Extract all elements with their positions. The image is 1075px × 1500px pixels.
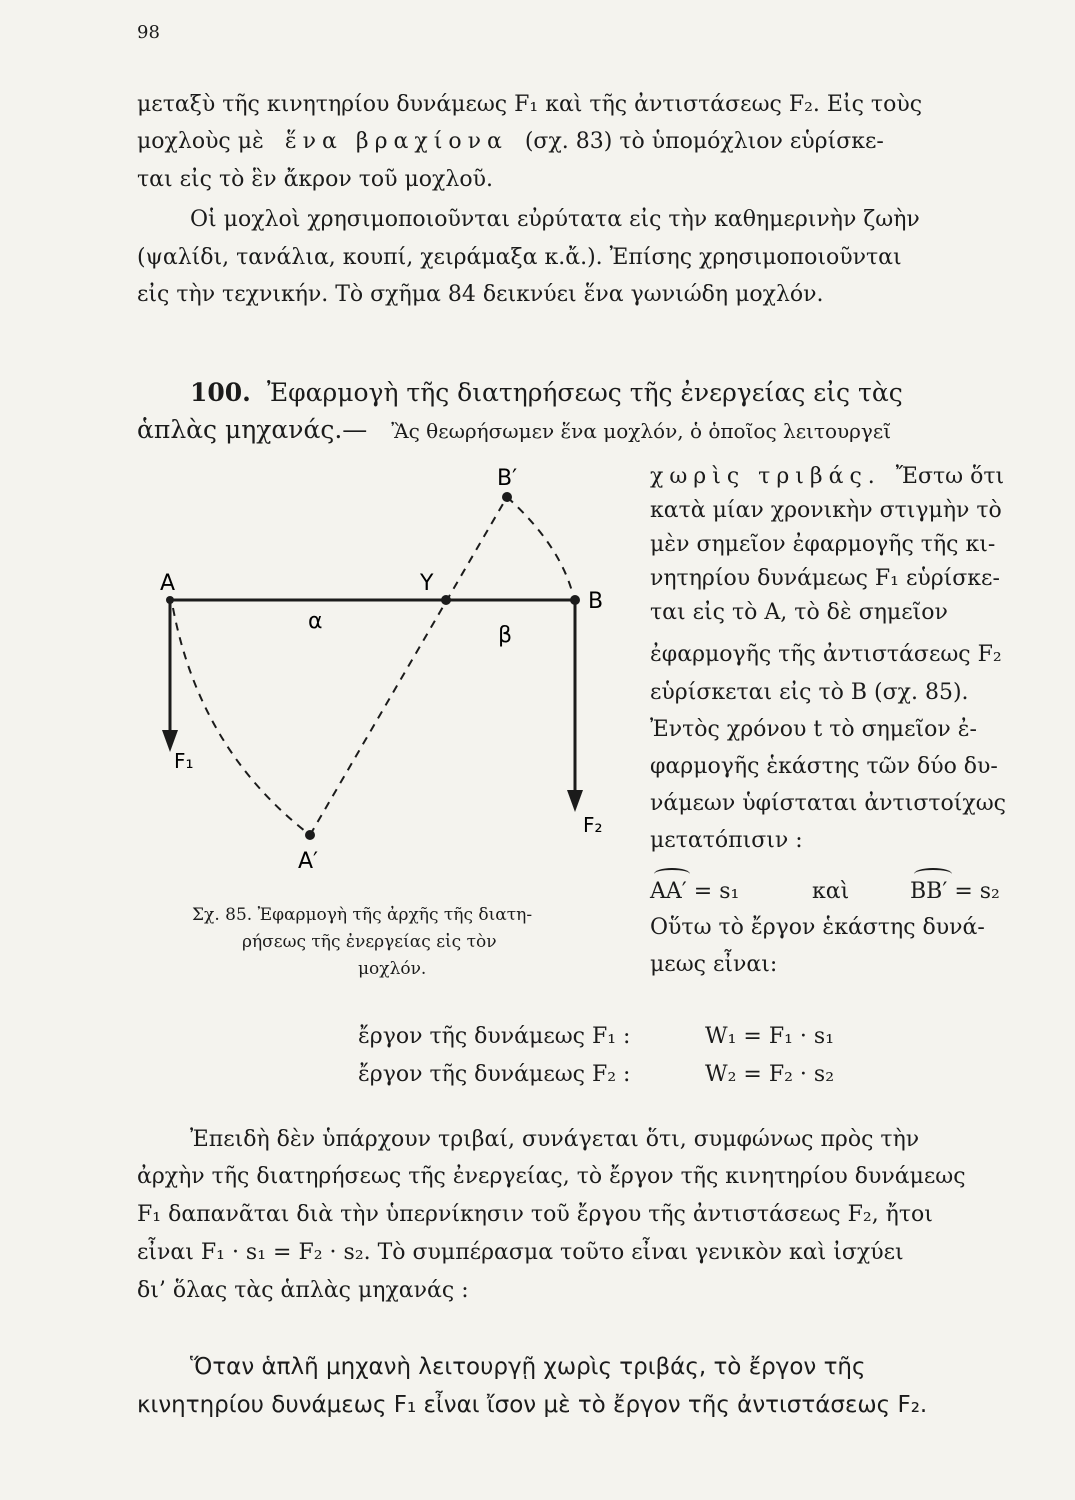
para1-line2-start: μοχλοὺς μὲ: [137, 129, 264, 154]
right-line10: νάμεων ὑφίσταται ἀντιστοίχως: [650, 791, 1007, 816]
para2-line1: Οἱ μοχλοὶ χρησιμοποιοῦνται εὐρύτατα εἰς τὴν καθημερινὴν ζωὴν: [190, 207, 920, 232]
section-intro: Ἂς θεωρήσωμεν ἕνα μοχλόν, ὁ ὁποῖος λειτουργεῖ: [391, 419, 892, 443]
para3-line3: F₁ δαπανᾶται διὰ τὴν ὑπερνίκησιν τοῦ ἔργου τῆς ἀντιστάσεως F₂, ἤτοι: [137, 1202, 933, 1227]
rotated-lever-dashed: [310, 497, 507, 835]
label-b-prime: B′: [497, 466, 518, 491]
para3-line5: δι’ ὅλας τὰς ἁπλὰς μηχανάς :: [137, 1278, 469, 1303]
right-line11: μετατόπισιν :: [650, 828, 803, 853]
work-row1-equation: W₁ = F₁ · s₁: [705, 1024, 835, 1049]
para1-line2: [137, 127, 884, 157]
point-y: [441, 595, 451, 605]
lever-figure: [140, 450, 640, 890]
label-f2: F₂: [583, 813, 603, 837]
conclusion-line1: Ὅταν ἁπλῆ μηχανὴ λειτουργῇ χωρὶς τριβάς, τὸ ἔργον τῆς: [190, 1354, 866, 1380]
point-b: [570, 595, 580, 605]
label-b: B: [588, 589, 604, 614]
para1-line1: μεταξὺ τῆς κινητηρίου δυνάμεως F₁ καὶ τῆς ἀντιστάσεως F₂. Εἰς τοὺς: [137, 92, 923, 117]
force-f2-arrowhead: [567, 790, 583, 812]
point-a-prime: [305, 830, 315, 840]
point-a: [166, 596, 174, 604]
figure-caption-line2: ρήσεως τῆς ἐνεργείας εἰς τὸν: [242, 932, 497, 952]
right-line12: Οὕτω τὸ ἔργον ἑκάστης δυνά-: [650, 915, 985, 940]
right-line2: κατὰ μίαν χρονικὴν στιγμὴν τὸ: [650, 498, 1002, 523]
right-line1: [650, 462, 1004, 492]
para3-line4: εἶναι F₁ · s₁ = F₂ · s₂. Τὸ συμπέρασμα τοῦτο εἶναι γενικὸν καὶ ἰσχύει: [137, 1240, 904, 1265]
figure-caption-line3: μοχλόν.: [358, 959, 427, 979]
para3-line2: ἀρχὴν τῆς διατηρήσεως τῆς ἐνεργείας, τὸ ἔργον τῆς κινητηρίου δυνάμεως: [137, 1164, 966, 1189]
right-line8: Ἐντὸς χρόνου t τὸ σημεῖον ἐ-: [650, 717, 977, 742]
section-title-line1: Ἐφαρμογὴ τῆς διατηρήσεως τῆς ἐνεργείας εἰς τὰς: [266, 378, 903, 407]
work-row2-equation: W₂ = F₂ · s₂: [705, 1062, 835, 1087]
page-number: 98: [137, 22, 160, 43]
arc-equation-and: καὶ: [812, 879, 850, 904]
right-line3: μὲν σημεῖον ἐφαρμογῆς τῆς κι-: [650, 532, 996, 557]
right-line5: ται εἰς τὸ A, τὸ δὲ σημεῖον: [650, 600, 948, 625]
point-b-prime: [502, 492, 512, 502]
para3-line1: Ἐπειδὴ δὲν ὑπάρχουν τριβαί, συνάγεται ὅτι, συμφώνως πρὸς τὴν: [190, 1127, 920, 1152]
para2-line2: (ψαλίδι, τανάλια, κουπί, χειράμαξα κ.ἄ.). Ἐπίσης χρησιμοποιοῦνται: [137, 245, 902, 270]
work-row2-label: ἔργον τῆς δυνάμεως F₂ :: [358, 1062, 631, 1087]
right-line9: φαρμογῆς ἑκάστης τῶν δύο δυ-: [650, 754, 998, 779]
arc-equation-1: AA′ = s₁: [650, 879, 740, 904]
label-a: A: [160, 571, 176, 596]
conclusion-line2: κινητηρίου δυνάμεως F₁ εἶναι ἴσον μὲ τὸ ἔργον τῆς ἀντιστάσεως F₂.: [137, 1392, 928, 1418]
figure-caption-line1: Σχ. 85. Ἐφαρμογὴ τῆς ἀρχῆς τῆς διατη-: [192, 905, 533, 925]
right-spaced-term: χωρὶς τριβάς.: [650, 464, 881, 489]
right-line1-end: Ἔστω ὅτι: [895, 464, 1005, 489]
para1-spaced-term: ἕνα βραχίονα: [284, 129, 508, 154]
label-alpha: α: [308, 609, 323, 634]
work-row1-label: ἔργον τῆς δυνάμεως F₁ :: [358, 1024, 631, 1049]
label-a-prime: A′: [298, 849, 319, 874]
right-line6: ἐφαρμογῆς τῆς ἀντιστάσεως F₂: [650, 642, 1002, 667]
para1-line3: ται εἰς τὸ ἓν ἄκρον τοῦ μοχλοῦ.: [137, 167, 493, 192]
arc-b-path: [507, 497, 573, 595]
arc-mark-aa: [654, 868, 690, 880]
section-heading-line2: [137, 415, 891, 446]
section-number: 100.: [190, 378, 251, 407]
section-heading-line1: [190, 378, 903, 408]
arc-mark-bb: [914, 868, 952, 880]
right-line7: εὑρίσκεται εἰς τὸ B (σχ. 85).: [650, 680, 969, 705]
para2-line3: εἰς τὴν τεχνικήν. Τὸ σχῆμα 84 δεικνύει ἕνα γωνιώδη μοχλόν.: [137, 282, 824, 307]
right-line13: μεως εἶναι:: [650, 952, 778, 977]
label-beta: β: [498, 623, 513, 648]
label-y: Y: [420, 571, 434, 596]
section-title-line2: ἁπλὰς μηχανάς.—: [137, 415, 368, 444]
label-f1: F₁: [174, 749, 194, 773]
arc-equation-2: BB′ = s₂: [910, 879, 1000, 904]
arc-a-path: [173, 608, 310, 835]
right-line4: νητηρίου δυνάμεως F₁ εὑρίσκε-: [650, 566, 1000, 591]
para1-line2-end: (σχ. 83) τὸ ὑπομόχλιον εὑρίσκε-: [524, 129, 884, 154]
